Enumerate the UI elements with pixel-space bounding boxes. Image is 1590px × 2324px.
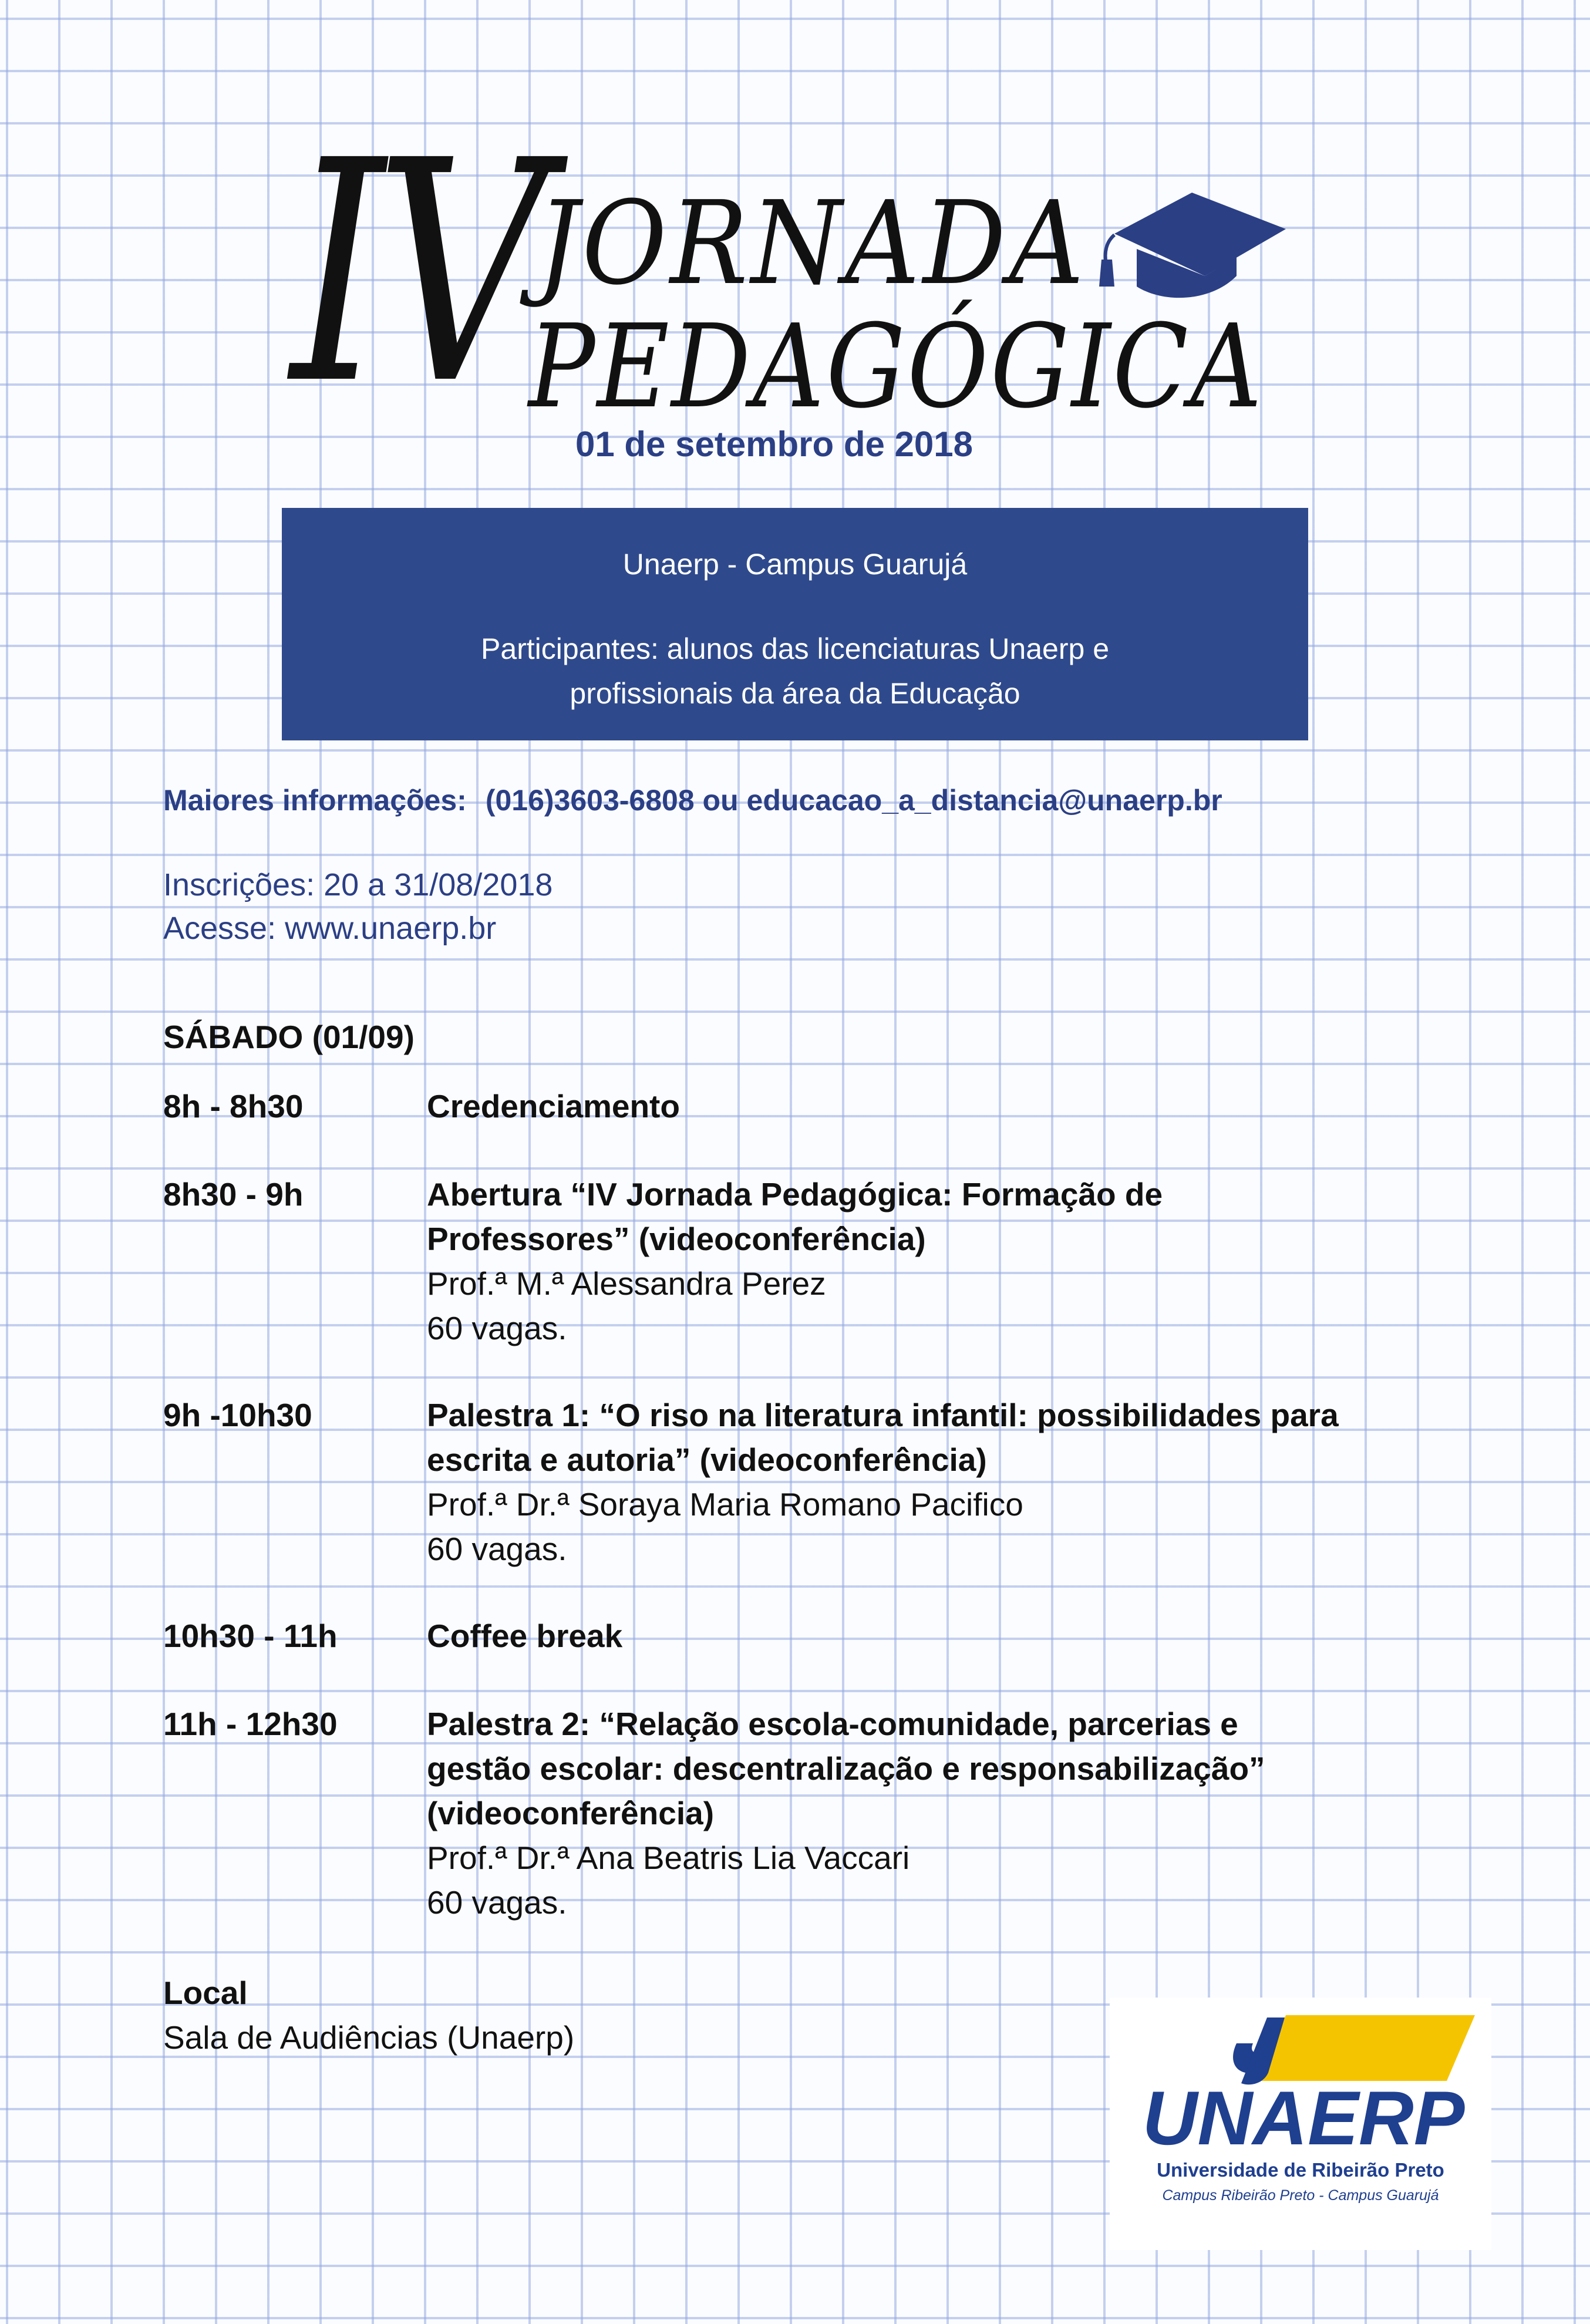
schedule-speaker: Prof.ª Dr.ª Soraya Maria Romano Pacifico [427,1486,1023,1523]
schedule-title: Credenciamento [427,1088,680,1124]
registration-block [163,863,553,950]
schedule-title: gestão escolar: descentralização e responsabilização” [427,1750,1265,1787]
more-info-details: (016)3603-6808 ou educacao_a_distancia@unaerp.br [485,784,1222,817]
logo-name: UNAERP [1142,2075,1465,2161]
registration-dates: Inscrições: 20 a 31/08/2018 [163,867,553,902]
schedule-item [427,1172,1163,1350]
schedule-title: Palestra 1: “O riso na literatura infantil: possibilidades para [427,1397,1339,1433]
logo-campuses: Campus Ribeirão Preto - Campus Guarujá [1162,2187,1439,2204]
schedule-time: 8h30 - 9h [163,1176,304,1212]
schedule-item [427,1702,1265,1925]
event-date: 01 de setembro de 2018 [575,425,973,464]
location-label: Local [163,1975,248,2011]
unaerp-logo [1110,1998,1491,2250]
title-line-1: JORNADA [537,177,1087,311]
schedule-vacancies: 60 vagas. [427,1531,567,1567]
schedule-title: Coffee break [427,1618,623,1654]
schedule-title: Palestra 2: “Relação escola-comunidade, parcerias e [427,1706,1238,1742]
title-line-2: PEDAGÓGICA [528,300,1264,434]
schedule-time: 10h30 - 11h [163,1618,338,1654]
roman-numeral: IV [291,95,538,451]
schedule-time: 11h - 12h30 [163,1706,338,1742]
graduation-cap-icon [1080,188,1292,329]
schedule-item [427,1393,1339,1571]
schedule-title: Abertura “IV Jornada Pedagógica: Formação de [427,1176,1163,1212]
schedule-speaker: Prof.ª Dr.ª Ana Beatris Lia Vaccari [427,1840,910,1876]
schedule-time: 8h - 8h30 [163,1088,304,1124]
schedule-title: (videoconferência) [427,1795,715,1831]
participants-line-1: Participantes: alunos das licenciaturas Unaerp e [480,632,1110,665]
schedule-title: Professores” (videoconferência) [427,1221,926,1257]
schedule-speaker: Prof.ª M.ª Alessandra Perez [427,1265,826,1302]
more-info-label: Maiores informações: [163,784,467,817]
logo-subtitle: Universidade de Ribeirão Preto [1157,2159,1444,2181]
location-place: Sala de Audiências (Unaerp) [163,2019,575,2056]
schedule-time: 9h -10h30 [163,1397,312,1433]
campus-text: Unaerp - Campus Guarujá [622,548,968,581]
schedule-vacancies: 60 vagas. [427,1310,567,1346]
schedule-day: SÁBADO (01/09) [163,1019,415,1055]
info-box [282,508,1308,740]
more-info [163,783,1222,817]
schedule-title: escrita e autoria” (videoconferência) [427,1441,987,1478]
participants-line-2: profissionais da área da Educação [570,677,1020,710]
schedule-vacancies: 60 vagas. [427,1884,567,1921]
website-text: Acesse: www.unaerp.br [163,911,497,946]
